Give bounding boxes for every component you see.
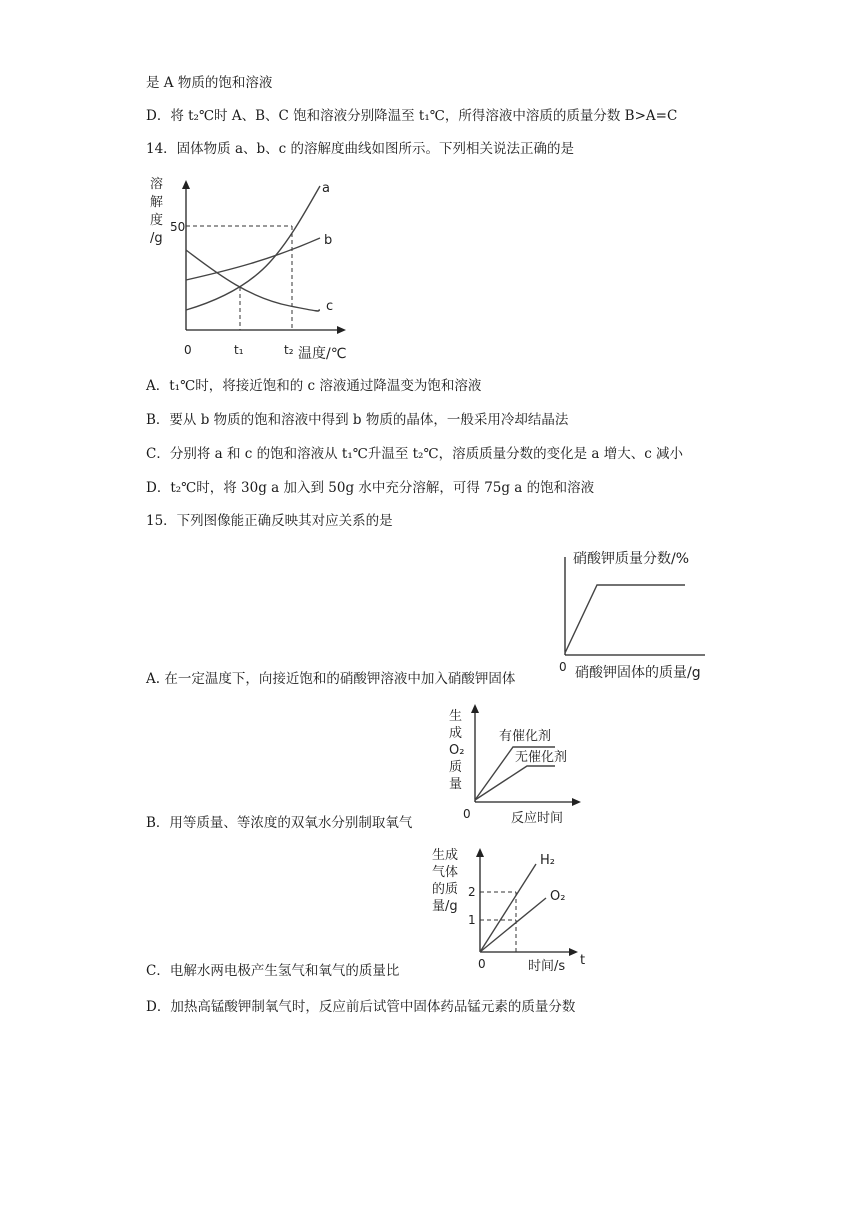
origin-label: 0 [463, 807, 471, 821]
series-label-b: b [324, 233, 333, 248]
origin-label: 0 [184, 343, 192, 357]
x-axis-label: 温度/℃ [298, 346, 347, 362]
y-label-char: 生 [449, 709, 463, 724]
x-tick-t2: t₂ [284, 343, 294, 357]
option-14c: C．分别将 a 和 c 的饱和溶液从 t₁℃升温至 t₂℃，溶质质量分数的变化是 a 增大、c 减小 [146, 446, 684, 462]
y-tick-50: 50 [170, 220, 186, 234]
option-15a: A. 在一定温度下，向接近饱和的硝酸钾溶液中加入硝酸钾固体 [146, 671, 516, 687]
option-15b: B．用等质量、等浓度的双氧水分别制取氧气 [146, 815, 413, 831]
x-axis-label: 硝酸钾固体的质量/g [575, 665, 701, 681]
y-label-char: 度 [150, 213, 164, 228]
y-arrow [471, 704, 479, 713]
series-label-h2: H₂ [540, 853, 555, 868]
series-label-no-catalyst: 无催化剂 [515, 750, 568, 765]
series-label-catalyst: 有催化剂 [499, 729, 552, 744]
y-axis-label: 硝酸钾质量分数/% [573, 551, 690, 567]
option-14d: D．t₂℃时，将 30g a 加入到 50g 水中充分溶解，可得 75g a 的饱和溶液 [146, 480, 595, 496]
y-label-line: 量/g [432, 899, 458, 914]
y-label-char: O₂ [449, 743, 465, 758]
option-15c: C．电解水两电极产生氢气和氧气的质量比 [146, 963, 400, 979]
y-label-char: 成 [449, 726, 463, 741]
x-tick-t1: t₁ [234, 343, 244, 357]
curve-a [186, 186, 320, 310]
y-label-line: 气体 [432, 865, 459, 880]
oxygen-catalyst-chart [445, 700, 590, 828]
option-14a: A．t₁℃时，将接近饱和的 c 溶液通过降温变为饱和溶液 [146, 378, 482, 394]
y-label-char: 量 [449, 777, 463, 792]
y-arrow [476, 848, 484, 857]
origin-label: 0 [478, 957, 486, 971]
question-14: 14．固体物质 a、b、c 的溶解度曲线如图所示。下列相关说法正确的是 [146, 141, 575, 157]
option-14b: B．要从 b 物质的饱和溶液中得到 b 物质的晶体，一般采用冷却结晶法 [146, 412, 569, 428]
option-15d: D．加热高锰酸钾制氧气时，反应前后试管中固体药品锰元素的质量分数 [146, 999, 576, 1015]
x-arrow [569, 948, 578, 956]
series-label-c: c [326, 299, 334, 314]
origin-label: 0 [559, 660, 567, 674]
kno3-line [565, 585, 685, 653]
x-axis-label: 反应时间 [511, 811, 564, 826]
h2-line [480, 864, 536, 952]
text-line: D．将 t₂℃时 A、B、C 饱和溶液分别降温至 t₁℃，所得溶液中溶质的质量分数 B>A=C [146, 108, 678, 124]
y-arrow [182, 180, 190, 189]
y-label-line: 生成 [432, 848, 459, 863]
electrolysis-chart [430, 842, 600, 974]
series-label-a: a [322, 181, 330, 196]
kno3-chart [555, 543, 720, 687]
x-axis-name: t [580, 953, 586, 968]
y-tick-2: 2 [468, 885, 476, 899]
y-label-line: 的质 [432, 882, 459, 897]
question-15: 15．下列图像能正确反映其对应关系的是 [146, 513, 393, 529]
x-arrow [572, 798, 581, 806]
solubility-chart [140, 172, 370, 367]
y-label-char: /g [150, 231, 163, 246]
curve-c [186, 250, 320, 311]
series-label-o2: O₂ [550, 889, 566, 904]
text-line: 是 A 物质的饱和溶液 [146, 75, 273, 91]
curve-b [186, 238, 320, 280]
x-axis-label: 时间/s [528, 959, 566, 974]
o2-line [480, 898, 546, 952]
y-tick-1: 1 [468, 913, 476, 927]
y-label-char: 解 [150, 195, 164, 210]
y-label-char: 溶 [150, 177, 164, 192]
y-label-char: 质 [449, 760, 463, 775]
x-arrow [337, 326, 346, 334]
